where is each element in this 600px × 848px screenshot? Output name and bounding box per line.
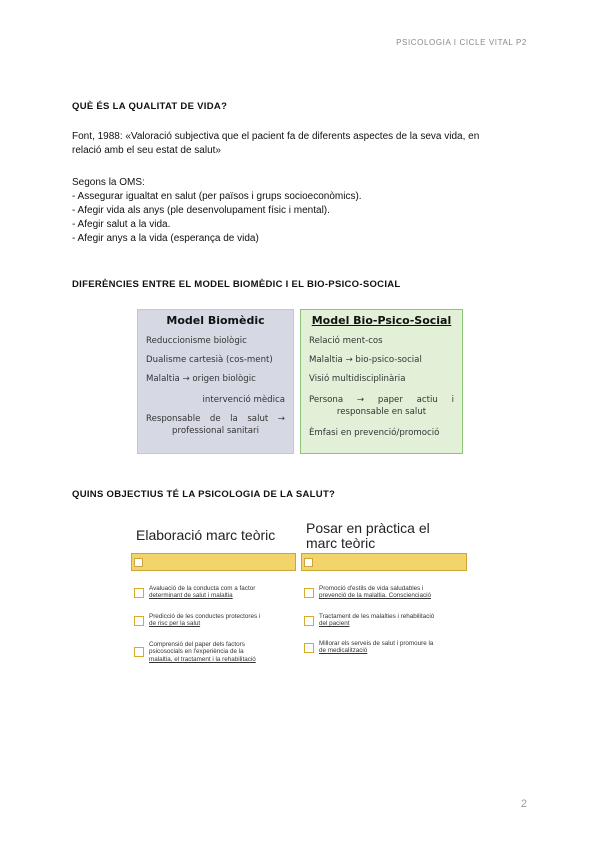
objective-checkbox[interactable] [304,588,314,598]
objective-line: psicosocials en l'experiència de la [149,648,244,656]
biomedic-item: Reduccionisme biològic [146,336,247,346]
biomedic-item: professional sanitari [172,426,259,436]
right-column-title [306,521,430,551]
right-header-bar [301,553,467,571]
biomedic-title: Model Biomèdic [166,314,265,327]
objective-line: Millorar els serveis de salut i promoure la [319,640,434,647]
heading-diferencies: DIFERÈNCIES ENTRE EL MODEL BIOMÈDIC I EL BIO-PSICO-SOCIAL [72,279,401,290]
oms-item: - Afegir vida als anys (ple desenvolupament físic i mental). [72,205,330,216]
left-header-bar [131,553,296,571]
biomedic-item: intervenció mèdica [202,395,285,405]
biomedic-item: Dualisme cartesià (cos-ment) [146,355,273,365]
oms-item: - Afegir salut a la vida. [72,219,171,230]
objective-line: Comprensió del paper dels factors [149,641,245,648]
objective-line: Predicció de les conductes protectores i [149,613,261,620]
biopsicosocial-item: Relació ment-cos [309,336,383,346]
objective-text [149,641,299,663]
page-number: 2 [520,798,527,810]
objective-text [149,585,299,600]
right-title-line: marc teòric [306,535,376,551]
objective-line: malaltia, el tractament i la rehabilitació [149,655,256,663]
objective-line: de risc per la salut [149,620,201,628]
biopsicosocial-item: responsable en salut [336,407,427,417]
left-column-title: Elaboració marc teòric [136,527,276,543]
quote-paragraph [72,130,542,158]
objective-checkbox[interactable] [134,616,144,626]
quote-line-1: Font, 1988: «Valoració subjectiva que el pacient fa de diferents aspectes de la seva vida, en [72,131,480,142]
oms-item: - Afegir anys a la vida (esperança de vida) [72,233,259,244]
oms-list [72,176,542,246]
quote-line-2: relació amb el seu estat de salut» [72,145,221,156]
heading-qualitat-vida: QUÈ ÉS LA QUALITAT DE VIDA? [72,101,228,112]
biopsicosocial-item: Persona → paper actiu i [309,395,454,405]
page-header: PSICOLOGIA I CICLE VITAL P2 [396,38,527,47]
objective-checkbox[interactable] [304,643,314,653]
header-checkbox[interactable] [304,558,313,567]
objective-line: Promoció d'estils de vida saludables i [319,585,424,592]
objective-text [319,613,469,628]
biopsicosocial-item: Èmfasi en prevenció/promoció [309,428,440,438]
biomedic-item: Responsable de la salut → [146,414,285,424]
biomedic-model-box [137,309,294,454]
biopsicosocial-item: Malaltia → bio-psico-social [309,355,422,365]
biopsicosocial-model-box [300,309,463,454]
objective-text [319,585,469,600]
oms-intro: Segons la OMS: [72,177,145,188]
oms-item: - Assegurar igualtat en salut (per països i grups socioeconòmics). [72,191,362,202]
objective-checkbox[interactable] [304,616,314,626]
biopsicosocial-title: Model Bio-Psico-Social [311,314,452,327]
objective-checkbox[interactable] [134,588,144,598]
heading-objectius: QUINS OBJECTIUS TÉ LA PSICOLOGIA DE LA SALUT? [72,489,336,500]
header-checkbox[interactable] [134,558,143,567]
objective-line: prevenció de la malaltia. Conscienciació [319,592,432,600]
objective-checkbox[interactable] [134,647,144,657]
objective-line: determinant de salut i malaltia [149,592,233,600]
objective-line: del pacient [319,620,350,628]
objective-line: Avaluació de la conducta com a factor [149,585,256,592]
objective-text [149,613,299,628]
objective-line: Tractament de les malalties i rehabilitació [319,613,435,620]
objective-text [319,640,469,655]
objective-line: de medicalització [319,647,368,655]
biomedic-item: Malaltia → origen biològic [146,374,256,384]
right-title-line: Posar en pràctica el [306,520,430,536]
biopsicosocial-item: Visió multidisciplinària [309,374,406,384]
